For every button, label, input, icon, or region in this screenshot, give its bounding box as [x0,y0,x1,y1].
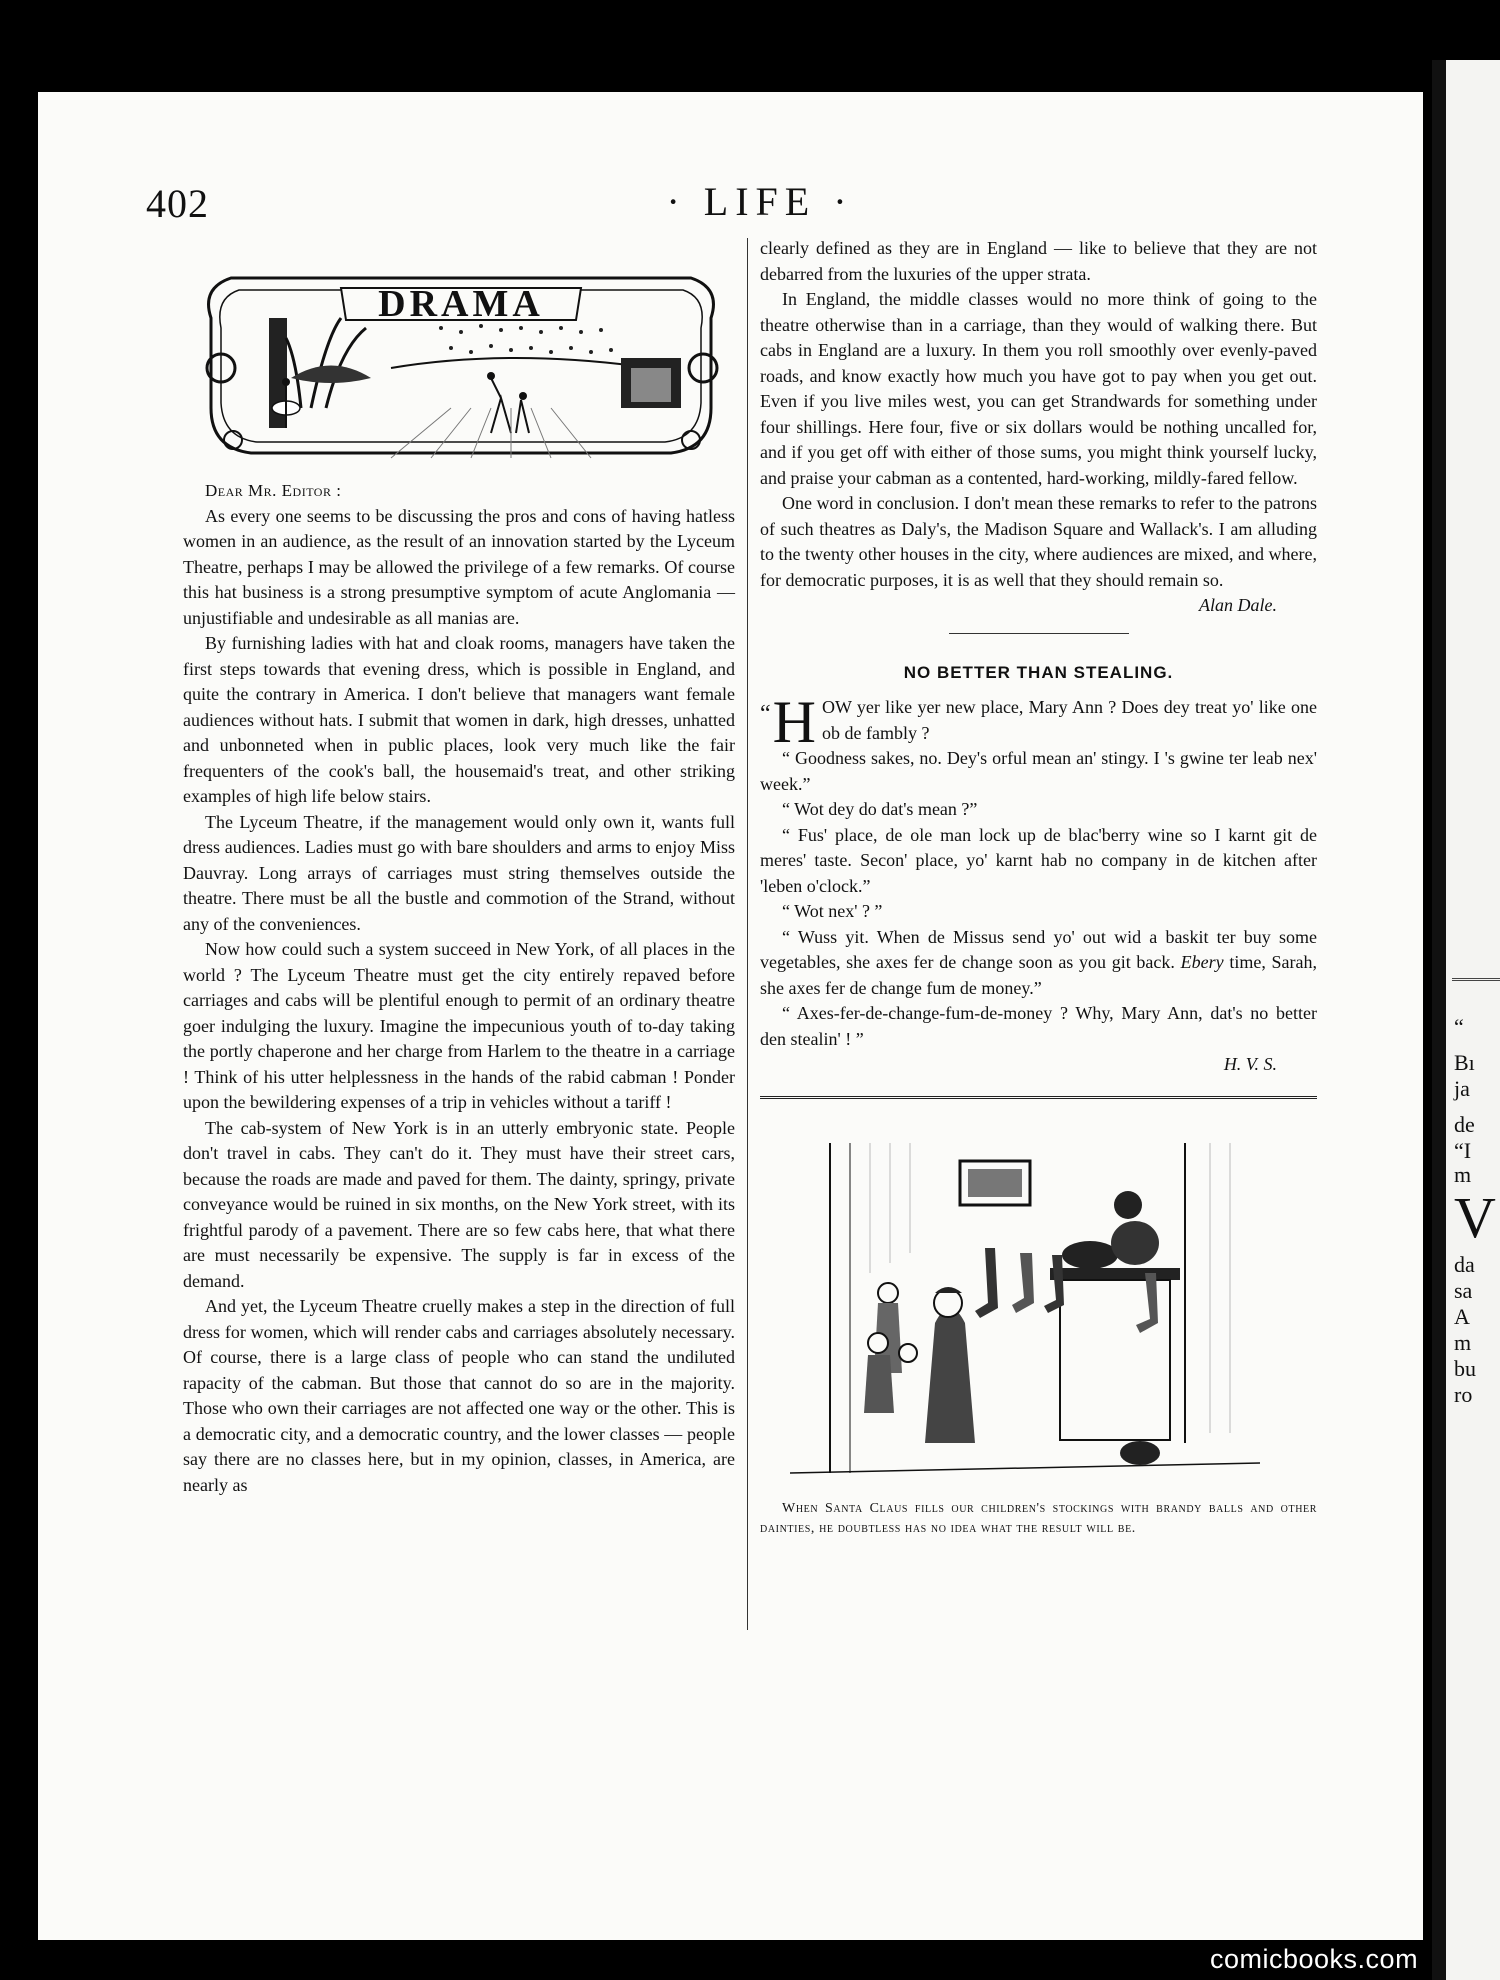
page-number: 402 [146,181,209,226]
watermark: comicbooks.com [1210,1944,1419,1974]
right-column [760,236,1317,1539]
paragraph: The Lyceum Theatre, if the management would only own it, wants full dress audiences. Ladies must go with bare shoulders and arms to enjoy Miss Dauvray. Long arrays of carriages must string themselves outside the theatre. There must be all the bustle and commotion of the Strand, without any of the conveniences. [183,811,735,934]
drama-banner-text: DRAMA [378,283,544,325]
salutation: Dear Mr. Editor : [205,481,342,500]
drop-cap: H [772,689,816,755]
story-line: “ Fus' place, de ole man lock up de blac'berry wine so I karnt git de meres' taste. Secon' place, yo' karnt hab no company in de kitchen after 'leben o'clock.” [760,824,1317,896]
story-line-italic: Ebery [1180,952,1224,972]
cartoon-caption: When Santa Claus fills our children's stockings with brandy balls and other dainties, he doubtless has no idea what the result will be. [760,1500,1317,1536]
story-first-line [760,689,1317,755]
story-line: “ Goodness sakes, no. Dey's orful mean an' stingy. I 's gwine ter leab nex' week.” [760,748,1317,794]
story-line-part: “ Wuss yit. When de Missus send yo' out wid a baskit ter buy some vegetables, she axes fer de change soon as you git back. [760,926,1317,972]
next-page-fragment: m [1454,1330,1472,1355]
paragraph: In England, the middle classes would no more think of going to the theatre otherwise than in a carriage, than they would of walking there. But cabs in England are a luxury. In them you roll smoothly over evenly-paved roads, and know exactly how much you have got to pay when you get out. Even if you live miles west, you can get Strandwards for something under four shillings. Here four, five or six dollars would be nothing uncalled for, and if you get off with either of those sums, you might think yourself lucky, and praise your cabman as a contented, hard-working, mildly-fared fellow. [760,289,1317,488]
next-page-fragment: “I [1454,1138,1472,1163]
story-line-part: time, Sarah, she axes fer de change fum de money.” [760,952,1318,998]
next-page-fragment: ro [1454,1382,1473,1407]
open-quote: “ [760,701,771,727]
drama-banner-illustration [191,258,731,478]
adjacent-page-edge [1432,60,1500,1980]
next-page-fragment: bu [1454,1356,1476,1381]
next-page-fragment: da [1454,1252,1475,1277]
paragraph: And yet, the Lyceum Theatre cruelly makes a step in the direction of full dress for women, which will render cabs and carriages absolutely necessary. Of course, there is a large class of people who can stand the undiluted rapacity of the cabman. But those that cannot do so are in the majority. Those who own their carriages are not affected one way or the other. This is a democratic city, and a democratic country, and the lower classes — people say there are no classes here, but in my opinion, classes, in America, are nearly as [183,1296,735,1495]
section-rule [949,633,1129,634]
next-page-fragment: “ [1454,1014,1464,1039]
column-divider [747,238,748,1630]
story-line: OW yer like yer new place, Mary Ann ? Does dey treat yo' like one ob de fambly ? [822,697,1317,743]
paragraph: The cab-system of New York is in an utterly embryonic state. People don't travel in cabs. They can't do it. They must have their street cars, because the roads are made and paved for them. The dainty, springy, private conveyance would be ruined in six months, on the New York street, with its frightful parody of a pavement. There are so few cabs here, that what there are must necessarily be expensive. The supply is far in excess of the demand. [183,1117,735,1291]
left-column [183,240,735,1498]
next-page-fragment: m [1454,1162,1472,1187]
paragraph: Now how could such a system succeed in New York, of all places in the world ? The Lyceum Theatre must get the city entirely repaved before carriages and cabs will be plentiful enough to permit of an ordinary theatre goer indulging the luxury. Imagine the impecunious youth of to-day taking the portly chaperone and her charge from Harlem to the theatre in a carriage ! Think of his utter helplessness in the hands of the rabid cabman ! Ponder upon the bewildering expenses of a trip in vehicles without a tariff ! [183,939,735,1112]
rule [1452,978,1500,981]
next-page-fragment: V [1454,1185,1496,1250]
paragraph-continuation: clearly defined as they are in England — like to believe that they are not debarred from the luxuries of the upper strata. [760,238,1317,284]
masthead-title: · LIFE · [666,179,854,224]
paragraph: By furnishing ladies with hat and cloak rooms, managers have taken the first steps towards that evening dress, which is possible in England, and quite the contrary in America. I don't believe that managers want female audiences without hats. I submit that women in dark, high dresses, unhatted and unbonneted when in public places, look very much like the fair frequenters of the cook's ball, the housemaid's treat, and other striking examples of high life below stairs. [183,633,735,806]
story-line: “ Wot dey do dat's mean ?” [782,799,978,819]
story-line: “ Axes-fer-de-change-fum-de-money ? Why, Mary Ann, dat's no better den stealin' ! ” [760,1003,1317,1049]
double-rule [760,1096,1317,1099]
story-line: “ Wot nex' ? ” [782,901,883,921]
story-line [760,925,1317,1002]
santa-stockings-cartoon [790,1143,1260,1499]
next-page-fragment: ja [1454,1076,1470,1101]
next-page-fragment: sa [1454,1278,1473,1303]
next-page-fragment: Bı [1454,1050,1475,1075]
story-headline: NO BETTER THAN STEALING. [903,662,1174,682]
story-signature: H. V. S. [1223,1054,1277,1074]
paragraph: One word in conclusion. I don't mean these remarks to refer to the patrons of such theatres as Daly's, the Madison Square and Wallack's. I am alluding to the twenty other houses in the city, where audiences are mixed, and where, for democratic purposes, it is as well that they should remain so. [760,493,1317,590]
drama-signature: Alan Dale. [1199,595,1277,615]
next-page-fragment: de [1454,1112,1475,1137]
next-page-fragment: A [1454,1304,1470,1329]
paragraph: As every one seems to be discussing the pros and cons of having hatless women in an audience, as the result of an innovation started by the Lyceum Theatre, perhaps I may be allowed the privilege of a few remarks. Of course this hat business is a strong presumptive symptom of acute Anglomania — unjustifiable and undesirable as all manias are. [183,505,735,628]
